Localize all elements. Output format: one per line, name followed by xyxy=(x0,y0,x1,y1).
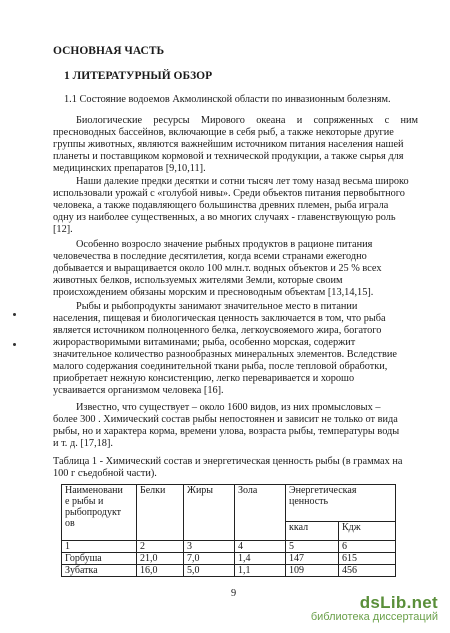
section-heading: 1.1 Состояние водоемов Акмолинской области по инвазионным болезням. xyxy=(64,94,391,105)
table-cell: 1,4 xyxy=(235,553,286,565)
p4-line-2: населения, пищевая и биологическая ценность заключается в том, что рыба xyxy=(53,313,386,324)
header-ash: Зола xyxy=(235,485,286,541)
table-cell: Горбуша xyxy=(62,553,137,565)
p1-line-5: медицинских препаратов [9,10,11]. xyxy=(53,163,206,174)
p5-line-4: и т. д. [17,18]. xyxy=(53,438,113,449)
p3-line-1: Особенно возросло значение рыбных продуктов в рационе питания xyxy=(76,239,373,250)
p4-line-1: Рыбы и рыбопродукты занимают значительное место в питании xyxy=(76,301,358,312)
table-cell: 456 xyxy=(339,565,396,577)
p2-line-1: Наши далекие предки десятки и сотни тысяч лет тому назад весьма широко xyxy=(76,176,409,187)
chapter-heading: 1 ЛИТЕРАТУРНЫЙ ОБЗОР xyxy=(64,70,213,82)
table-cell: 4 xyxy=(235,541,286,553)
margin-mark xyxy=(13,313,16,316)
watermark-sub: библиотека диссертаций xyxy=(310,611,438,623)
p4-line-3: является источником полноценного белка, легкоусвояемого жира, богатого xyxy=(53,325,382,336)
p3-line-5: происхождением обязаны морским и пресноводным объектам [13,14,15]. xyxy=(53,287,374,298)
table-cell: 2 xyxy=(137,541,184,553)
p1-line-1: Биологические ресурсы Мирового океана и сопряженных с ним xyxy=(76,115,418,126)
p4-line-5: значительное количество разнообразных минеральных элементов. Вследствие xyxy=(53,349,397,360)
p3-line-2: человечества в последние десятилетия, когда всеми странами ежегодно xyxy=(53,251,367,262)
p5-line-2: более 300 . Химический состав рыбы непостоянен и зависит не только от вида xyxy=(53,414,398,425)
p1-line-4: планеты и поставщиком кормовой и технической продукции, а также сырья для xyxy=(53,151,404,162)
p2-line-2: использовали урожай с «голубой нивы». Среди объектов питания первобытного xyxy=(53,188,405,199)
p2-line-5: [12]. xyxy=(53,224,73,235)
nutrition-table xyxy=(61,484,396,577)
p5-line-3: рыбы, но и характера корма, времени улова, возраста рыбы, температуры воды xyxy=(53,426,400,437)
table-row xyxy=(62,553,396,565)
table-cell: 1,1 xyxy=(235,565,286,577)
header-fat: Жиры xyxy=(184,485,235,541)
table-cell: Зубатка xyxy=(62,565,137,577)
p4-line-8: усваивается организмом человека [16]. xyxy=(53,385,224,396)
main-heading: ОСНОВНАЯ ЧАСТЬ xyxy=(53,45,165,57)
header-name: Наименовани е рыбы и рыбопродукт ов xyxy=(62,485,137,541)
header-kj: Кдж xyxy=(339,522,396,541)
table-header-row xyxy=(62,485,396,522)
dslib-watermark xyxy=(311,593,438,623)
p1-line-2: пресноводных бассейнов, включающие в себя рыб, а также некоторые другие xyxy=(53,127,394,138)
table-cell: 5,0 xyxy=(184,565,235,577)
p4-line-7: приобретает нежную консистенцию, легко переваривается и хорошо xyxy=(53,373,355,384)
margin-mark xyxy=(13,343,16,346)
table-row xyxy=(62,541,396,553)
table-cell: 21,0 xyxy=(137,553,184,565)
table-cell: 5 xyxy=(286,541,339,553)
watermark-main: dsLib.net xyxy=(359,593,438,612)
table-cell: 3 xyxy=(184,541,235,553)
table-cell: 16,0 xyxy=(137,565,184,577)
p3-line-3: добывается и выращивается около 100 млн.т. водных объектов и 25 % всех xyxy=(53,263,382,274)
p4-line-6: малого содержания соединительной ткани рыба, после тепловой обработки, xyxy=(53,361,388,372)
table-cell: 1 xyxy=(62,541,137,553)
table-caption-line-2: 100 г съедобной части). xyxy=(53,468,157,479)
header-kcal: ккал xyxy=(286,522,339,541)
p3-line-4: животных белков, используемых жителями Земли, которые своим xyxy=(53,275,343,286)
table-cell: 6 xyxy=(339,541,396,553)
header-protein: Белки xyxy=(137,485,184,541)
header-energy: Энергетическая ценность xyxy=(286,485,396,522)
p2-line-3: человека, а также подавляющего большинства древних племен, рыба играла xyxy=(53,200,389,211)
p1-line-3: группы животных, являются важнейшим источником питания населения нашей xyxy=(53,139,404,150)
page-number: 9 xyxy=(231,588,237,599)
table-cell: 615 xyxy=(339,553,396,565)
table-cell: 109 xyxy=(286,565,339,577)
p5-line-1: Известно, что существует – около 1600 видов, из них промысловых – xyxy=(76,402,381,413)
table-caption-line-1: Таблица 1 - Химический состав и энергетическая ценность рыбы (в граммах на xyxy=(53,456,403,467)
table-row xyxy=(62,565,396,577)
table-cell: 147 xyxy=(286,553,339,565)
table-cell: 7,0 xyxy=(184,553,235,565)
p4-line-4: жирорастворимыми витаминами; рыба, особенно морская, содержит xyxy=(53,337,356,348)
p2-line-4: одну из наиболее существенных, а во многих случаях - главенствующую роль xyxy=(53,212,396,223)
